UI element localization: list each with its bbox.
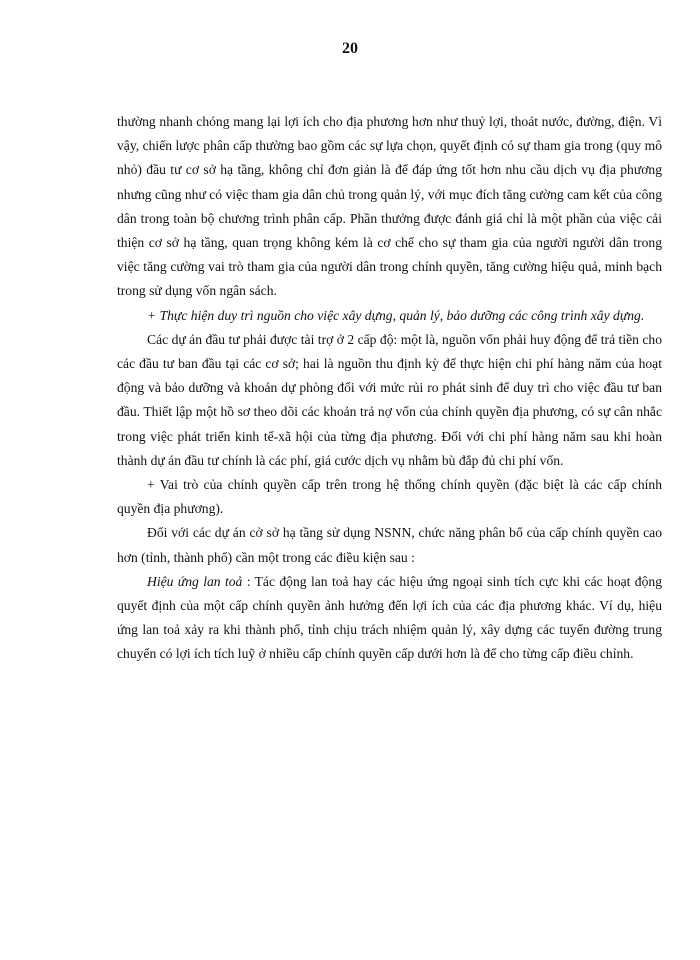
term-spillover: Hiệu ứng lan toả [147,573,243,589]
body-text [117,110,662,667]
paragraph-heading-upper-government: + Vai trò của chính quyền cấp trên trong hệ thống chính quyền (đặc biệt là các cấp chính quyền địa phương). [117,477,662,517]
paragraph-spillover [117,570,662,667]
spillover-text: : Tác động lan toả hay các hiệu ứng ngoại sinh tích cực khi các hoạt động quyết định của một cấp chính quyền ảnh hưởng đến lợi ích của các địa phương khác. Ví dụ, hiệu ứng lan toả xảy ra khi thành phố, tỉnh chịu trách nhiệm quản lý, xây dựng các tuyến đường trung chuyển có lợi ích tích luỹ ở nhiều cấp chính quyền cấp dưới hơn là để cho từng cấp điều chỉnh. [117,573,662,662]
paragraph-heading-maintenance: + Thực hiện duy trì nguồn cho việc xây dựng, quản lý, bảo dưỡng các công trình xây dựng. [147,307,645,323]
paragraph-continuation: thường nhanh chóng mang lại lợi ích cho địa phương hơn như thuỷ lợi, thoát nước, đường, điện. Vì vậy, chiến lược phân cấp thường bao gồm các sự lựa chọn, quyết định có sự tham gia trong (quy mô nhỏ) đầu tư cơ sở hạ tầng, không chỉ đơn giản là để đáp ứng tốt hơn nhu cầu dịch vụ địa phương nhưng cũng như có việc tham gia dân chủ trong quản lý, với mục đích tăng cường cam kết của công dân trong toàn bộ chương trình phân cấp. Phần thưởng được đánh giá chỉ là một phần của việc cải thiện cơ sở hạ tầng, quan trọng không kém là cơ chế cho sự tham gia của người người dân trong việc tăng cường vai trò tham gia của người dân trong chính quyền, tăng cường hiệu quả, minh bạch trong sử dụng vốn ngân sách. [117,114,662,299]
paragraph-conditions: Đối với các dự án cở sở hạ tầng sử dụng NSNN, chức năng phân bổ của cấp chính quyền cao hơn (tỉnh, thành phố) cần một trong các điều kiện sau : [117,525,662,565]
page-number: 20 [342,40,358,57]
paragraph-funding-levels: Các dự án đầu tư phải được tài trợ ở 2 cấp độ: một là, nguồn vốn phải huy động để trả tiền cho các đầu tư ban đầu tại các cơ sở; hai là nguồn thu định kỳ để thực hiện chi phí hàng năm của hoạt động và bảo dưỡng và khoản dự phòng đối với mức rủi ro phát sinh để duy trì cho việc đầu tư ban đầu. Thiết lập một hồ sơ theo dõi các khoản trả nợ vốn của chính quyền địa phương, có sự cân nhắc trong việc phát triển kinh tế-xã hội của từng địa phương. Đối với chi phí hàng năm sau khi hoàn thành dự án đầu tư chính là các phí, giá cước dịch vụ nhằm bù đắp đủ chi phí vốn. [117,331,662,468]
